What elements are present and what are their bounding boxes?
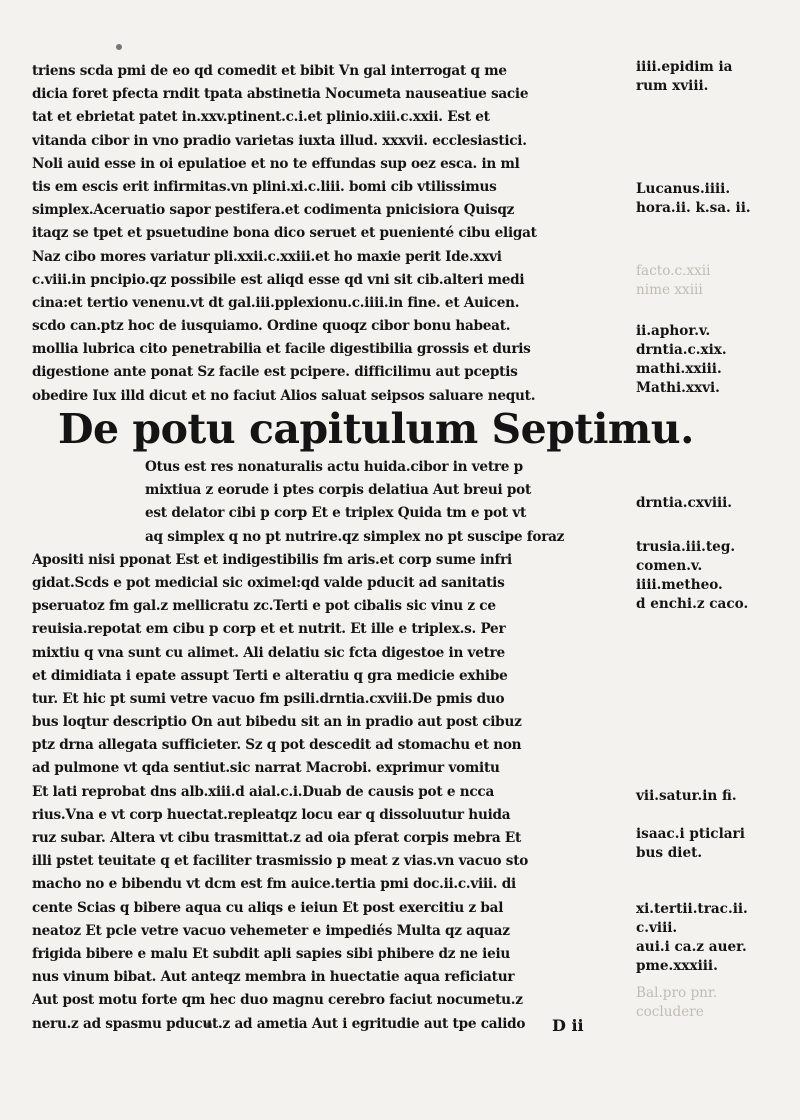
text-line: scdo can.ptz hoc de iusquiamo. Ordine quoqz cibor bonu habeat. <box>32 318 511 335</box>
marginal-line: xi.tertii.trac.ii. <box>636 901 748 917</box>
text-line: macho no e bibendu vt dcm est fm auice.tertia pmi doc.ii.c.viii. di <box>32 876 516 893</box>
text-line: mixtiua z eorude i ptes corpis delatiua Aut breui pot <box>145 482 532 499</box>
marginal-note-trusia <box>636 538 786 614</box>
chapter-heading: De potu capitulum Septimu. <box>58 405 694 453</box>
marginal-line: drntia.cxviii. <box>636 495 733 511</box>
marginal-line: comen.v. <box>636 558 703 574</box>
marginal-note-aphorismi <box>636 322 786 398</box>
text-line: aq simplex q no pt nutrire.qz simplex no pt suscipe foraz <box>145 528 565 545</box>
text-line: reuisia.repotat em cibu p corp et et nutrit. Et ille e triplex.s. Per <box>32 621 506 638</box>
marginal-line: d enchi.z caco. <box>636 596 749 612</box>
text-line: Aut post motu forte qm hec duo magnu cerebro faciut nocumetu.z <box>32 992 523 1009</box>
text-line: dicia foret pfecta rndit tpata abstinetia Nocumeta nauseatiue sacie <box>32 86 529 103</box>
text-line: nus vinum bibat. Aut anteqz membra in huectatie aqua reficiatur <box>32 969 515 986</box>
text-line: Otus est res nonaturalis actu huida.cibor in vetre p <box>145 459 523 475</box>
text-line: ad pulmone vt qda sentiut.sic narrat Macrobi. exprimur vomitu <box>32 760 500 777</box>
text-line: illi pstet teuitate q et faciliter trasmissio p meat z vias.vn vacuo sto <box>32 853 529 870</box>
text-line: itaqz se tpet et psuetudine bona dico seruet et puenienté cibu eligat <box>32 225 537 242</box>
text-line: gidat.Scds e pot medicial sic oximel:qd valde pducit ad sanitatis <box>32 574 505 591</box>
text-line: tis em escis erit infirmitas.vn plini.xi.c.liii. bomi cib vtilissimus <box>32 178 497 195</box>
marginal-note-isaac <box>636 825 786 863</box>
marginal-line: rum xviii. <box>636 78 709 94</box>
main-text-block <box>32 60 627 408</box>
text-line: Apositi nisi pponat Est et indigestibilis fm aris.et corp sume infri <box>32 551 512 568</box>
marginal-line: pme.xxxiii. <box>636 958 718 974</box>
marginal-line: bus diet. <box>636 845 703 861</box>
marginal-line: isaac.i pticlari <box>636 826 745 842</box>
marginal-line: c.viii. <box>636 920 678 936</box>
marginal-line: facto.c.xxii <box>636 263 711 279</box>
text-line: digestione ante ponat Sz facile est pcipere. difficilimu aut pceptis <box>32 364 518 381</box>
marginal-line: Bal.pro pnr. <box>636 985 718 1001</box>
text-line: c.viii.in pncipio.qz possibile est aliqd esse qd vni sit cib.alteri medi <box>32 271 525 288</box>
signature-mark: D ii <box>552 1016 584 1035</box>
text-line: ptz drna allegata sufficieter. Sz q pot descedit ad stomachu et non <box>32 737 522 754</box>
text-line: cente Scias q bibere aqua cu aliqs e ieiun Et post exercitiu z bal <box>32 899 504 916</box>
marginal-line: vii.satur.in fi. <box>636 788 737 804</box>
text-line: vitanda cibor in vno pradio varietas iuxta illud. xxxvii. ecclesiastici. <box>32 132 527 149</box>
text-line: est delator cibi p corp Et e triplex Quida tm e pot vt <box>145 505 526 522</box>
text-line: obedire Iux illd dicut et no faciut Alios saluat seipsos saluare nequt. <box>32 387 536 404</box>
marginal-note-faint <box>636 262 786 300</box>
marginal-line: cocludere <box>636 1004 704 1020</box>
marginal-note-satur <box>636 787 786 806</box>
text-line: Noli auid esse in oi epulatioe et no te effundas sup oez esca. in ml <box>32 155 520 172</box>
marginal-line: Lucanus.iiii. <box>636 181 731 197</box>
marginal-line: Mathi.xxvi. <box>636 380 720 396</box>
ink-speck <box>116 44 122 50</box>
chapter-text-block <box>32 456 627 1036</box>
text-line: neru.z ad spasmu pducut.z ad ametia Aut i egritudie aut tpe calido <box>32 1015 526 1032</box>
text-line: simplex.Aceruatio sapor pestifera.et codimenta pnicisiora Quisqz <box>32 202 515 219</box>
text-line: mixtiu q vna sunt cu alimet. Ali delatiu sic fcta digestoe in vetre <box>32 644 505 661</box>
text-line: triens scda pmi de eo qd comedit et bibit Vn gal interrogat q me <box>32 63 507 79</box>
marginal-line: trusia.iii.teg. <box>636 539 736 555</box>
marginal-line: ii.aphor.v. <box>636 323 711 339</box>
text-line: tat et ebrietat patet in.xxv.ptinent.c.i.et plinio.xiii.c.xxii. Est et <box>32 109 490 126</box>
text-line: mollia lubrica cito penetrabilia et facile digestibilia grossis et duris <box>32 341 531 358</box>
text-line: ruz subar. Altera vt cibu trasmittat.z ad oia pferat corpis mebra Et <box>32 830 522 846</box>
marginal-note-tertii <box>636 900 786 976</box>
marginal-line: hora.ii. k.sa. ii. <box>636 200 751 216</box>
marginal-line: drntia.c.xix. <box>636 342 727 358</box>
marginal-note-lucanus <box>636 180 786 218</box>
text-line: Et lati reprobat dns alb.xiii.d aial.c.i.Duab de causis pot e ncca <box>32 783 495 800</box>
marginal-line: mathi.xxiii. <box>636 361 722 377</box>
marginal-line: aui.i ca.z auer. <box>636 939 747 955</box>
text-line: Naz cibo mores variatur pli.xxii.c.xxiii.et ho maxie perit Ide.xxvi <box>32 248 502 265</box>
text-line: bus loqtur descriptio On aut bibedu sit an in pradio aut post cibuz <box>32 714 522 731</box>
marginal-line: iiii.metheo. <box>636 577 723 593</box>
text-line: neatoz Et pcle vetre vacuo vehemeter e impediés Multa qz aquaz <box>32 922 510 939</box>
text-line: frigida bibere e malu Et subdit apli sapies sibi phibere dz ne ieiu <box>32 945 511 962</box>
text-line: pseruatoz fm gal.z mellicratu zc.Terti e pot cibalis sic vinu z ce <box>32 598 496 615</box>
text-line: rius.Vna e vt corp huectat.repleatqz locu ear q dissoluutur huida <box>32 806 511 823</box>
marginal-line: nime xxiii <box>636 282 703 298</box>
marginal-note-differentia <box>636 494 786 513</box>
marginal-note-epidimiarum <box>636 58 786 96</box>
text-line: cina:et tertio venenu.vt dt gal.iii.pplexionu.c.iiii.in fine. et Auicen. <box>32 294 520 311</box>
text-line: et dimidiata i epate assupt Terti e alteratiu q gra medicie exhibe <box>32 667 508 684</box>
marginal-note-faint <box>636 984 786 1022</box>
marginal-line: iiii.epidim ia <box>636 59 733 75</box>
text-line: tur. Et hic pt sumi vetre vacuo fm psili.drntia.cxviii.De pmis duo <box>32 690 505 707</box>
